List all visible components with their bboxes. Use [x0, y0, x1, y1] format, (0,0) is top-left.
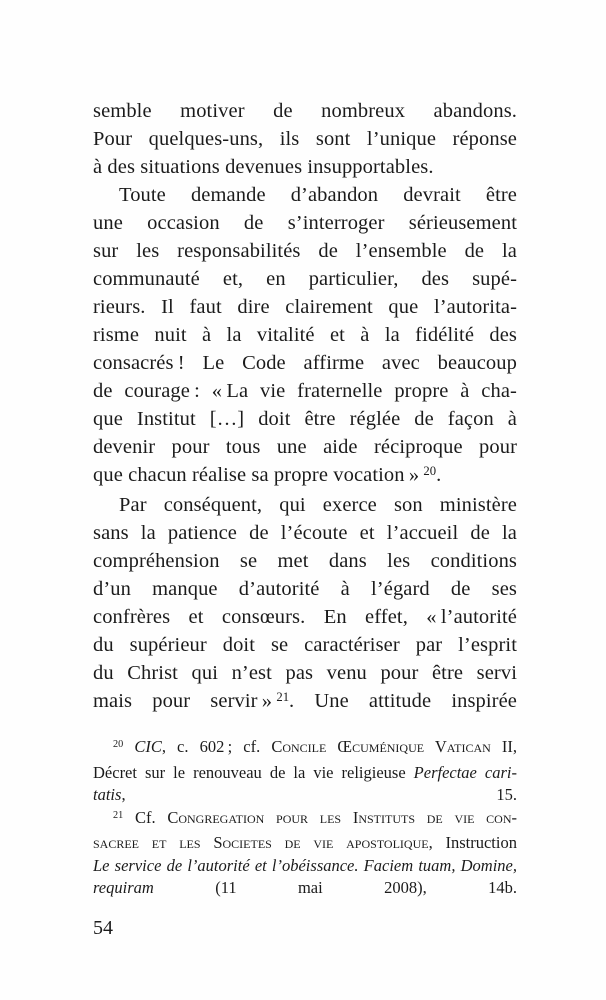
italic-text-run: Perfectae cari-: [413, 762, 517, 782]
text-run: , c. 602 ; cf.: [161, 737, 272, 756]
page-body: [93, 97, 517, 940]
text-run: ,: [512, 737, 517, 756]
text-run: .: [436, 464, 442, 486]
text-line: [93, 321, 517, 349]
text-run: consacrés ! Le Code affirme avec beaucoup: [93, 352, 517, 374]
text-line: [93, 125, 517, 153]
text-line: [93, 377, 517, 405]
footnote: [93, 807, 517, 900]
text-run: devenir pour tous une aide réciproque pour: [93, 436, 517, 458]
text-line: [93, 687, 517, 717]
text-run: d’un manque d’autorité à l’égard de ses: [93, 578, 517, 600]
text-run: mais pour servir »: [93, 690, 277, 712]
text-run: Pour quelques-uns, ils sont l’unique réponse: [93, 128, 517, 150]
smallcaps-text-run: Congregation pour les Instituts de vie con-: [167, 807, 517, 827]
text-line: [93, 736, 517, 762]
text-line: [93, 575, 517, 603]
text-run: sur les responsabilités de l’ensemble de la: [93, 240, 517, 262]
text-run: , Instruction: [428, 833, 517, 852]
text-run: communauté et, en particulier, des supé-: [93, 268, 517, 290]
text-line: [93, 405, 517, 433]
text-run: que Institut […] doit être réglée de façon à: [93, 408, 517, 430]
paragraph: [93, 491, 517, 717]
sup-text-run: 21: [276, 690, 290, 705]
text-line: [93, 461, 517, 491]
text-run: rieurs. Il faut dire clairement que l’autorita-: [93, 296, 517, 318]
text-run: à des situations devenues insupportables.: [93, 156, 434, 178]
text-run: Cf.: [123, 807, 168, 827]
text-line: [93, 603, 517, 631]
text-line: [93, 237, 517, 265]
sup-text-run: 20: [423, 464, 437, 479]
text-line: [93, 877, 517, 900]
italic-text-run: Le service de l’autorité et l’obéissance. Faciem tuam, Domine,: [93, 855, 517, 875]
text-line: [93, 209, 517, 237]
text-line: [93, 807, 517, 833]
footnotes: [93, 736, 517, 900]
text-run: risme nuit à la vitalité et à la fidélité des: [93, 324, 517, 346]
text-run: , 15.: [121, 785, 517, 804]
text-line: [93, 784, 517, 807]
text-line: [93, 855, 517, 878]
text-line: [93, 762, 517, 785]
paragraph: [93, 97, 517, 181]
text-line: [93, 433, 517, 461]
text-run: Toute demande d’abandon devrait être: [119, 184, 517, 206]
text-run: . Une attitude inspirée: [289, 690, 517, 712]
text-line: [93, 293, 517, 321]
text-run: de courage : « La vie fraternelle propre à cha-: [93, 380, 517, 402]
italic-text-run: tatis: [93, 785, 122, 804]
text-line: [93, 491, 517, 519]
text-run: du supérieur doit se caractériser par l’esprit: [93, 634, 517, 656]
text-line: [93, 631, 517, 659]
paragraph: [93, 181, 517, 491]
footnote: [93, 736, 517, 807]
text-line: [93, 181, 517, 209]
text-line: [93, 832, 517, 855]
text-line: [93, 519, 517, 547]
text-run: du Christ qui n’est pas venu pour être servi: [93, 662, 517, 684]
text-run: Par conséquent, qui exerce son ministère: [119, 494, 517, 516]
italic-text-run: CIC: [134, 737, 162, 756]
text-run: sans la patience de l’écoute et l’accueil de la: [93, 522, 517, 544]
text-line: [93, 153, 517, 181]
text-run: semble motiver de nombreux abandons.: [93, 100, 517, 122]
text-line: [93, 349, 517, 377]
text-run: Décret sur le renouveau de la vie religieuse: [93, 762, 414, 782]
smallcaps-text-run: Concile Œcuménique Vatican II: [271, 737, 513, 756]
sup-text-run: 20: [113, 739, 124, 751]
text-run: (11 mai 2008), 14b.: [153, 878, 517, 897]
text-line: [93, 265, 517, 293]
text-line: [93, 659, 517, 687]
text-line: [93, 547, 517, 575]
page-number: 54: [93, 916, 113, 939]
text-line: [93, 97, 517, 125]
sup-text-run: 21: [113, 809, 124, 821]
italic-text-run: requiram: [93, 878, 154, 897]
body-text: [93, 97, 517, 717]
text-run: confrères et consœurs. En effet, « l’autorité: [93, 606, 517, 628]
text-run: [123, 737, 134, 756]
text-run: compréhension se met dans les conditions: [93, 550, 517, 572]
text-run: une occasion de s’interroger sérieusement: [93, 212, 517, 234]
smallcaps-text-run: sacree et les Societes de vie apostolique: [93, 833, 429, 852]
text-run: que chacun réalise sa propre vocation »: [93, 464, 424, 486]
